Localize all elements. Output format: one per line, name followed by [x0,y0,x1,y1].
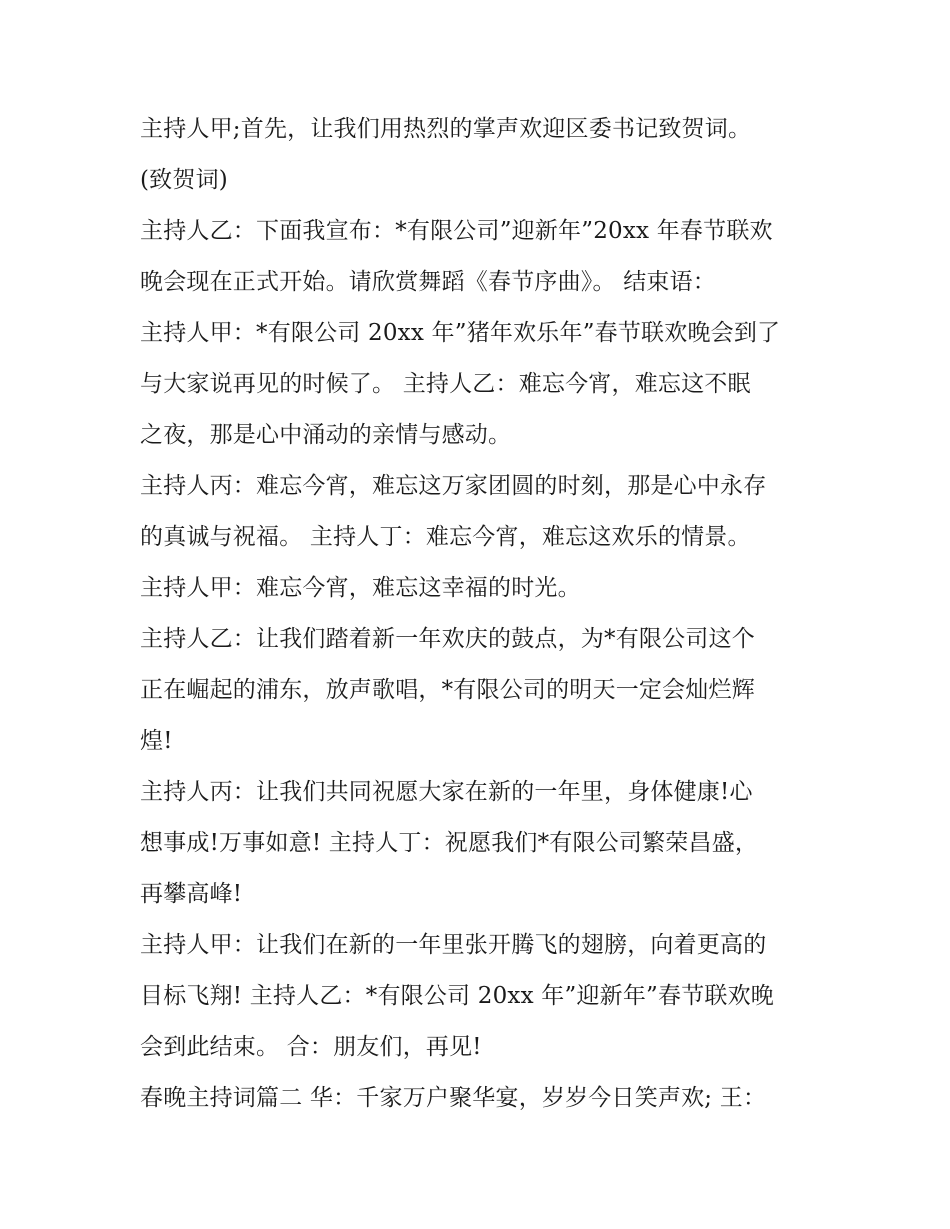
text-line: 会到此结束。 合：朋友们，再见! [140,1034,482,1060]
text-line: 主持人丙：难忘今宵，难忘这万家团圆的时刻，那是心中永存 [140,473,767,499]
text-line: 正在崛起的浦东，放声歌唱，*有限公司的明天一定会灿烂辉 [140,677,755,703]
text-line: 主持人乙：让我们踏着新一年欢庆的鼓点，为*有限公司这个 [140,626,755,652]
text-line: 主持人甲：*有限公司 20xx 年”猪年欢乐年”春节联欢晚会到了 [140,320,781,346]
text-line: 之夜，那是心中涌动的亲情与感动。 [140,422,512,448]
text-line: 的真诚与祝福。 主持人丁：难忘今宵，难忘这欢乐的情景。 [140,524,751,550]
text-line: 主持人乙：下面我宣布：*有限公司”迎新年”20xx 年春节联欢 [140,218,773,244]
text-line: 主持人甲;首先，让我们用热烈的掌声欢迎区委书记致贺词。 [140,116,752,142]
text-line: 主持人丙：让我们共同祝愿大家在新的一年里，身体健康!心 [140,779,753,805]
text-line: 主持人甲：让我们在新的一年里张开腾飞的翅膀，向着更高的 [140,932,767,958]
text-line: 目标飞翔! 主持人乙：*有限公司 20xx 年”迎新年”春节联欢晚 [140,983,775,1009]
text-line: 煌! [140,728,173,754]
text-line: 与大家说再见的时候了。 主持人乙：难忘今宵，难忘这不眠 [140,371,751,397]
text-line: 晚会现在正式开始。请欣赏舞蹈《春节序曲》。 结束语： [140,269,717,295]
text-line: 想事成!万事如意! 主持人丁：祝愿我们*有限公司繁荣昌盛， [140,830,759,856]
text-line: 再攀高峰! [140,881,243,907]
text-line: 春晚主持词篇二 华：千家万户聚华宴，岁岁今日笑声欢; 王： [140,1085,767,1111]
text-line: (致贺词) [140,167,228,193]
document-body [140,104,820,1124]
text-line: 主持人甲：难忘今宵，难忘这幸福的时光。 [140,575,581,601]
